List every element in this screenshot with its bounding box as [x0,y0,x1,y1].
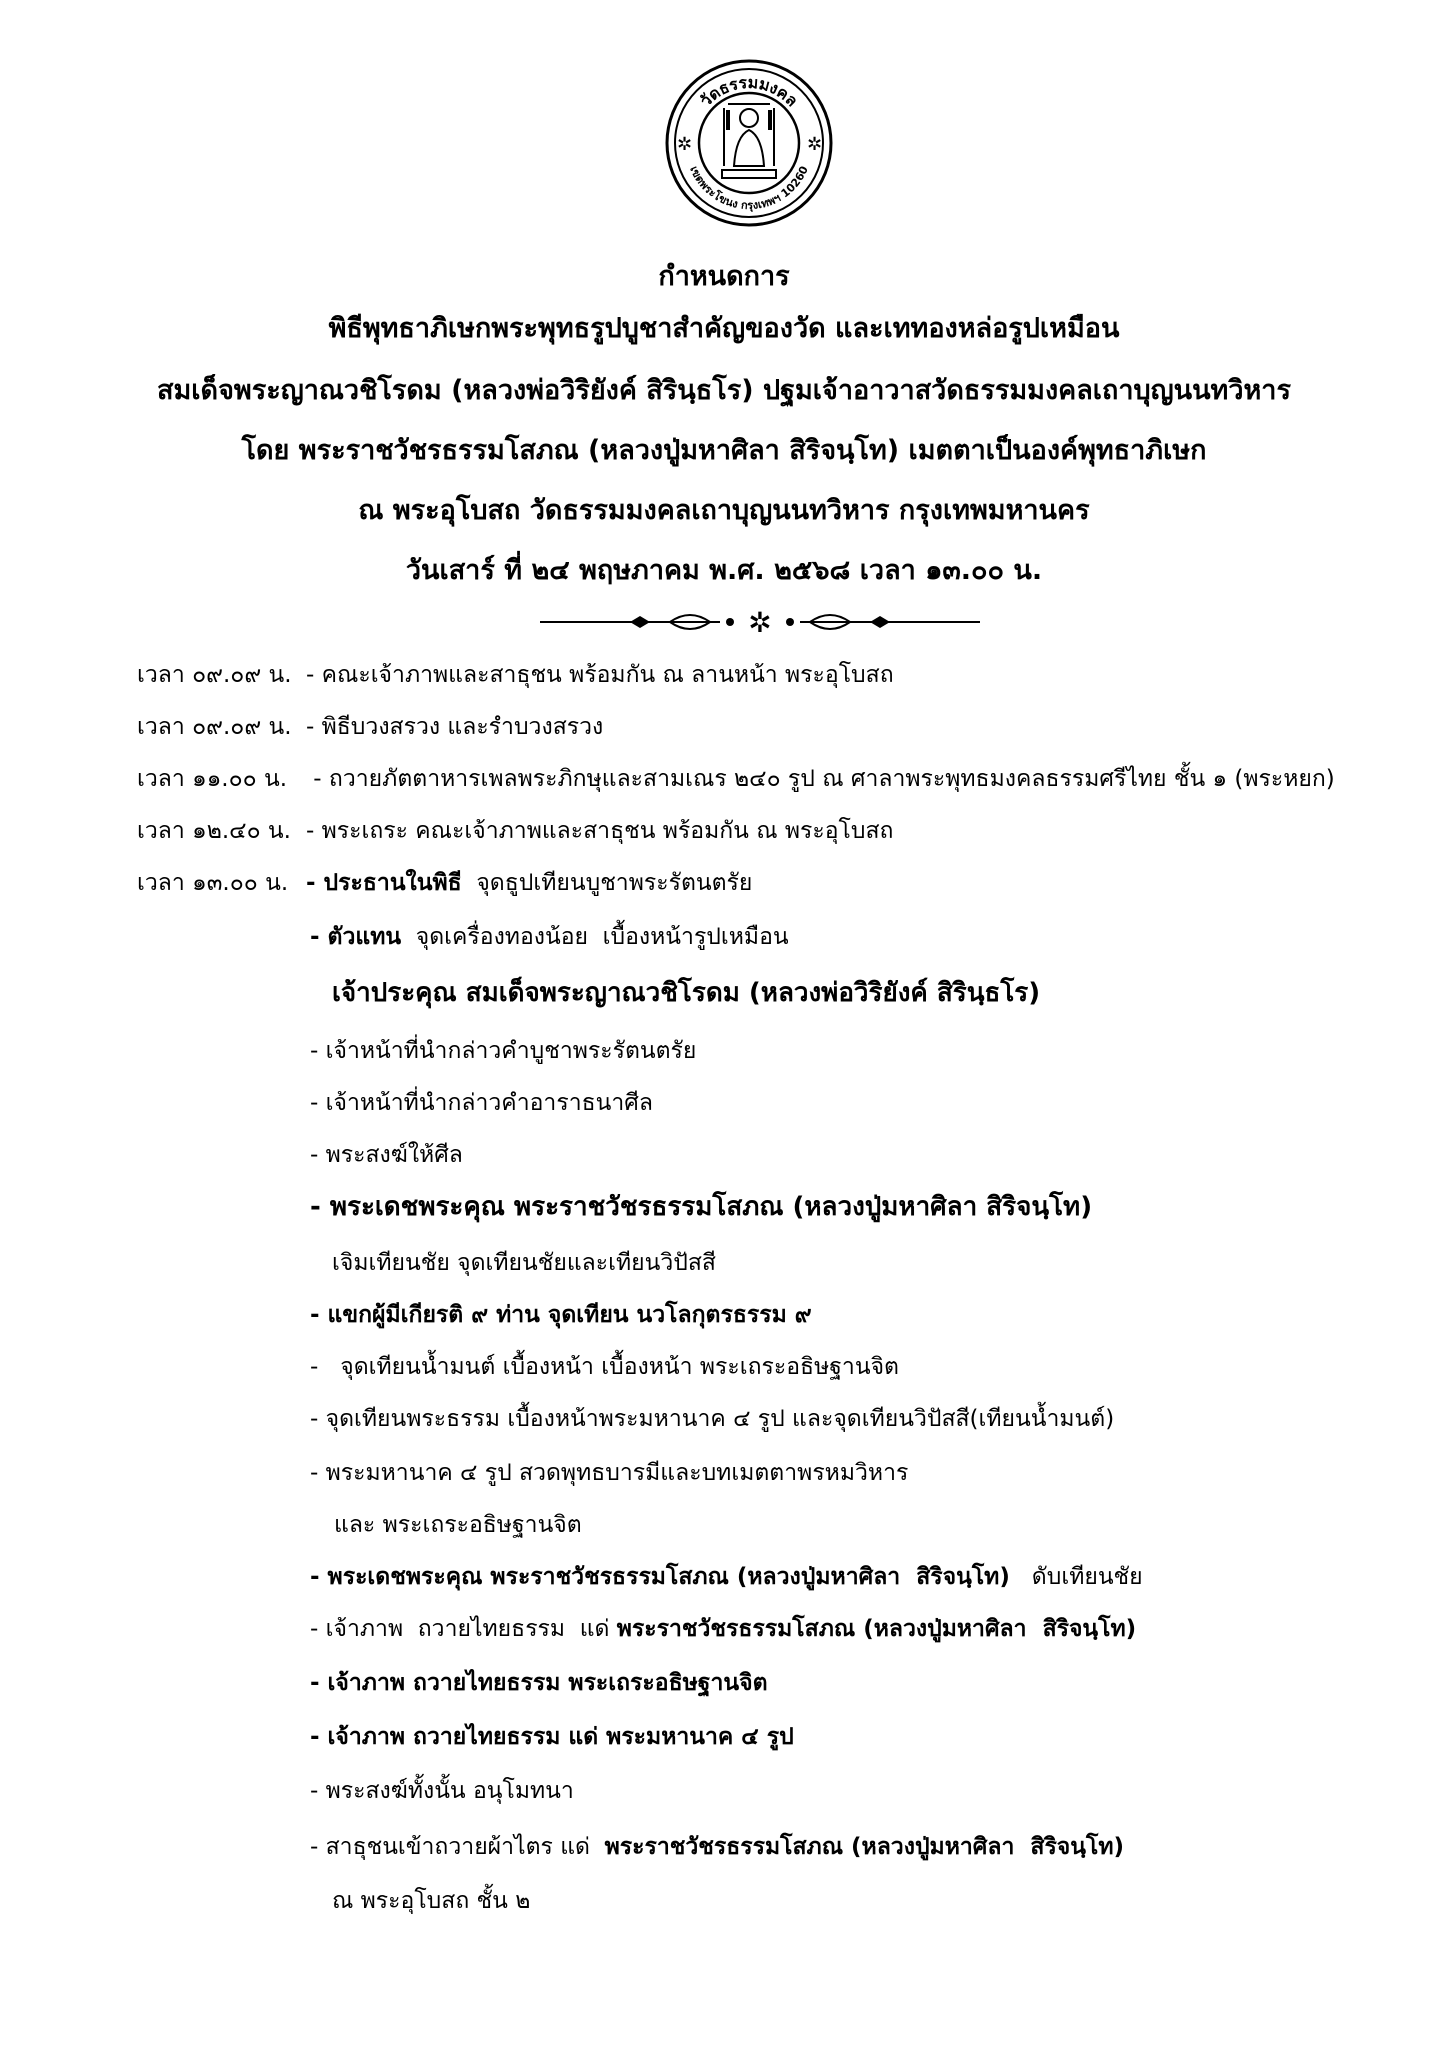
presiding-monk: - พระเดชพระคุณ พระราชวัชรธรรมโสภณ (หลวงปู่มหาศิลา สิริจนฺโท) [310,1192,1093,1222]
schedule-time: เวลา ๑๓.๐๐ น. [137,870,289,896]
detail-line [310,1300,812,1330]
guests-line: - แขกผู้มีเกียรติ ๙ ท่าน จุดเทียน นวโลกุตรธรรม ๙ [310,1302,812,1328]
detail-line: - จุดเทียนพระธรรม เบื้องหน้าพระมหานาค ๔ รูป และจุดเทียนวิปัสสี(เทียนน้ำมนต์) [310,1406,1115,1432]
schedule-description: - ถวายภัตตาหารเพลพระภิกษุและสามเณร ๒๔๐ รูป ณ ศาลาพระพุทธมงคลธรรมศรีไทย ชั้น ๑ (พระหยก) [306,766,1335,792]
representative-label: - ตัวแทน [310,924,402,950]
schedule-description: - พิธีบวงสรวง และรำบวงสรวง [306,714,604,740]
svg-text:วัดธรรมมงคล: วัดธรรมมงคล [696,72,802,111]
robe-offering-text: - สาธุชนเข้าถวายผ้าไตร แด่ [310,1834,605,1860]
svg-text:✲: ✲ [748,606,772,639]
offering-text: - เจ้าภาพ ถวายไทยธรรม แด่ [310,1616,617,1642]
detail-line: และ พระเถระอธิษฐานจิต [334,1512,582,1538]
heading-line-4: ณ พระอุโบสถ วัดธรรมมงคลเถาบุญนนทวิหาร กรุงเทพมหานคร [358,495,1090,526]
schedule-time: เวลา ๐๙.๐๙ น. [137,662,292,688]
heading-line-5-date: วันเสาร์ ที่ ๒๔ พฤษภาคม พ.ศ. ๒๕๖๘ เวลา ๑๓.๐๐ น. [405,555,1043,586]
detail-line: - เจ้าหน้าที่นำกล่าวคำบูชาพระรัตนตรัย [310,1038,697,1064]
schedule-row [0,712,1448,746]
schedule-row [0,660,1448,694]
detail-line: - พระมหานาค ๔ รูป สวดพุทธบารมีและบทเมตตาพรหมวิหาร [310,1460,909,1486]
robe-offering-recipient: พระราชวัชรธรรมโสภณ (หลวงปู่มหาศิลา สิริจนฺโท) [604,1834,1125,1860]
schedule-description: - พระเถระ คณะเจ้าภาพและสาธุชน พร้อมกัน ณ พระอุโบสถ [306,818,894,844]
host-offering-elders: - เจ้าภาพ ถวายไทยธรรม พระเถระอธิษฐานจิต [310,1670,768,1696]
svg-text:เขตพระโขนง กรุงเทพฯ 10260: เขตพระโขนง กรุงเทพฯ 10260 [687,164,811,213]
ornamental-divider [540,604,980,640]
chairperson-task: จุดธูปเทียนบูชาพระรัตนตรัย [461,870,753,896]
detail-line: เจิมเทียนชัย จุดเทียนชัยและเทียนวิปัสสี [332,1250,716,1276]
schedule-time: เวลา ๑๑.๐๐ น. [137,766,288,792]
detail-line [310,922,789,952]
document-title: กำหนดการ [658,261,790,292]
heading-line-2: สมเด็จพระญาณวชิโรดม (หลวงพ่อวิริยังค์ สิรินฺธโร) ปฐมเจ้าอาวาสวัดธรรมมงคลเถาบุญนนทวิหาร [157,375,1291,406]
detail-line: - จุดเทียนน้ำมนต์ เบื้องหน้า เบื้องหน้า พระเถระอธิษฐานจิต [310,1354,899,1380]
detail-line [310,1668,768,1698]
svg-text:✲: ✲ [807,134,823,155]
detail-line [310,1722,794,1752]
chairperson-label: - ประธานในพิธี [306,870,462,896]
schedule-row [0,764,1448,798]
detail-line [310,1832,1124,1862]
heading-line-3: โดย พระราชวัชรธรรมโสภณ (หลวงปู่มหาศิลา สิริจนฺโท) เมตตาเป็นองค์พุทธาภิเษก [241,435,1207,466]
schedule-description: - คณะเจ้าภาพและสาธุชน พร้อมกัน ณ ลานหน้า พระอุโบสถ [306,662,894,688]
detail-line [310,1562,1143,1592]
temple-seal-logo [664,58,834,228]
schedule-time: เวลา ๐๙.๐๙ น. [137,714,292,740]
detail-line: - พระสงฆ์ทั้งนั้น อนุโมทนา [310,1778,574,1804]
extinguish-task: ดับเทียนชัย [1009,1564,1143,1590]
offering-recipient: พระราชวัชรธรรมโสภณ (หลวงปู่มหาศิลา สิริจนฺโท) [616,1616,1137,1642]
presiding-monk-extinguish: - พระเดชพระคุณ พระราชวัชรธรรมโสภณ (หลวงปู่มหาศิลา สิริจนฺโท) [310,1564,1010,1590]
schedule-description [306,868,752,898]
detail-line: ณ พระอุโบสถ ชั้น ๒ [332,1888,531,1914]
detail-line [310,1192,1092,1222]
detail-line: - เจ้าหน้าที่นำกล่าวคำอาราธนาศีล [310,1090,653,1116]
host-offering-novices: - เจ้าภาพ ถวายไทยธรรม แด่ พระมหานาค ๔ รูป [310,1724,794,1750]
detail-line [332,978,1040,1008]
detail-line [310,1614,1136,1644]
honoree-name: เจ้าประคุณ สมเด็จพระญาณวชิโรดม (หลวงพ่อวิริยังค์ สิรินฺธโร) [332,978,1041,1008]
schedule-row [0,868,1448,902]
heading-line-1: พิธีพุทธาภิเษกพระพุทธรูปบูชาสำคัญของวัด และเททองหล่อรูปเหมือน [328,313,1120,344]
svg-text:✲: ✲ [677,134,693,155]
detail-line: - พระสงฆ์ให้ศีล [310,1142,463,1168]
schedule-row [0,816,1448,850]
schedule-time: เวลา ๑๒.๔๐ น. [137,818,291,844]
representative-task: จุดเครื่องทองน้อย เบื้องหน้ารูปเหมือน [401,924,789,950]
